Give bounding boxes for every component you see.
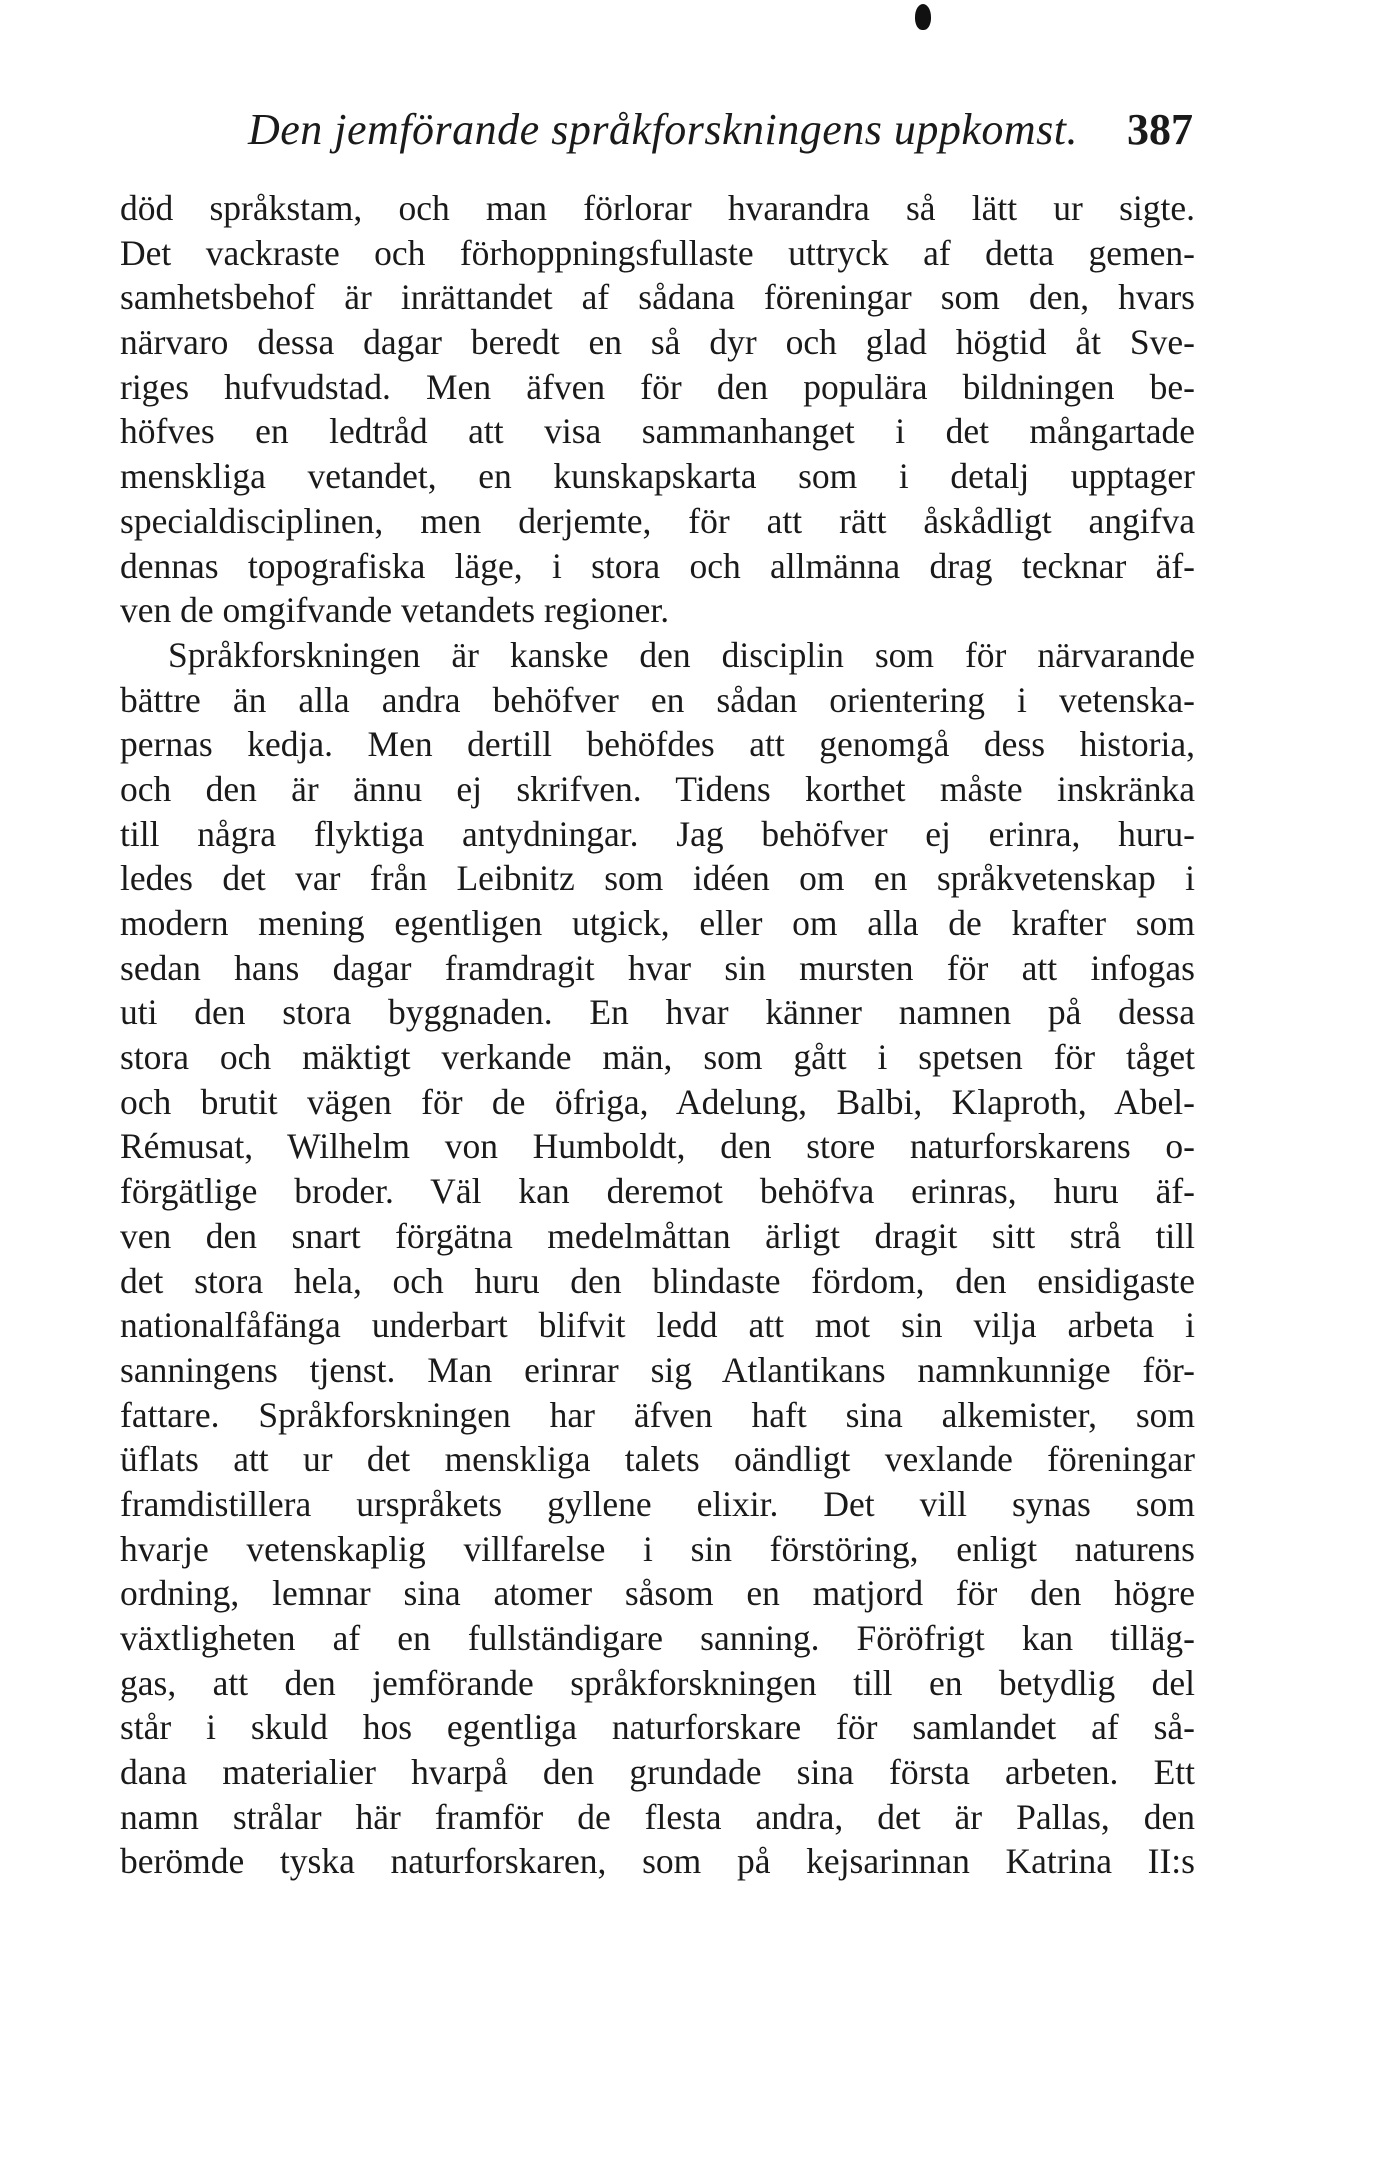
text-line: dennas topografiska läge, i stora och allmänna drag tecknar äf- <box>120 545 1195 586</box>
text-line: sedan hans dagar framdragit hvar sin mursten för att infogas <box>120 947 1195 988</box>
text-line: samhetsbehof är inrättandet af sådana föreningar som den, hvars <box>120 277 1195 318</box>
text-line: och brutit vägen för de öfriga, Adelung, Balbi, Klaproth, Abel- <box>120 1081 1195 1122</box>
text-line: ledes det var från Leibnitz som idéen om en språkvetenskap i <box>120 858 1195 899</box>
text-line: död språkstam, och man förlorar hvarandra så lätt ur sigte. <box>120 188 1195 228</box>
text-line: specialdisciplinen, men derjemte, för att rätt åskådligt angifva <box>120 500 1195 541</box>
text-line: ordning, lemnar sina atomer såsom en matjord för den högre <box>120 1573 1195 1614</box>
text-line: framdistillera urspråkets gyllene elixir. Det vill synas som <box>120 1483 1195 1524</box>
text-line: och den är ännu ej skrifven. Tidens korthet måste inskränka <box>120 768 1195 809</box>
page-number: 387 <box>1127 105 1193 154</box>
text-line: sanningens tjenst. Man erinrar sig Atlantikans namnkunnige för- <box>120 1349 1195 1390</box>
text-line: menskliga vetandet, en kunskapskarta som i detalj upptager <box>120 456 1195 497</box>
text-line: Det vackraste och förhoppningsfullaste uttryck af detta gemen- <box>120 232 1195 273</box>
text-line: modern mening egentligen utgick, eller om alla de krafter som <box>120 903 1195 943</box>
text-line: berömde tyska naturforskaren, som på kejsarinnan Katrina II:s <box>120 1841 1195 1882</box>
text-line: växtligheten af en fullständigare sanning. Föröfrigt kan tilläg- <box>120 1618 1195 1658</box>
text-line: Språkforskningen är kanske den disciplin som för närvarande <box>168 634 1195 675</box>
text-line: Rémusat, Wilhelm von Humboldt, den store naturforskarens o- <box>120 1126 1195 1167</box>
text-line: till några flyktiga antydningar. Jag behöfver ej erinra, huru- <box>120 813 1195 854</box>
text-line: hvarje vetenskaplig villfarelse i sin förstöring, enligt naturens <box>120 1528 1195 1569</box>
text-line: det stora hela, och huru den blindaste fördom, den ensidigaste <box>120 1260 1195 1301</box>
text-line: ven de omgifvande vetandets regioner. <box>120 590 670 631</box>
text-line: står i skuld hos egentliga naturforskare för samlandet af så- <box>120 1707 1195 1748</box>
text-line: gas, att den jemförande språkforskningen till en betydlig del <box>120 1662 1195 1703</box>
text-line: dana materialier hvarpå den grundade sina första arbeten. Ett <box>120 1752 1195 1793</box>
text-line: riges hufvudstad. Men äfven för den populära bildningen be- <box>120 366 1195 407</box>
text-line: förgätlige broder. Väl kan deremot behöfva erinras, huru äf- <box>120 1171 1195 1212</box>
text-line: nationalfåfänga underbart blifvit ledd att mot sin vilja arbeta i <box>120 1305 1195 1346</box>
text-line: stora och mäktigt verkande män, som gått i spetsen för tåget <box>120 1037 1195 1078</box>
text-line: namn strålar här framför de flesta andra, det är Pallas, den <box>120 1796 1195 1837</box>
text-line: üflats att ur det menskliga talets oändligt vexlande föreningar <box>120 1439 1195 1480</box>
text-line: närvaro dessa dagar beredt en så dyr och glad högtid åt Sve- <box>120 322 1195 363</box>
text-line: bättre än alla andra behöfver en sådan orientering i vetenska- <box>120 679 1195 720</box>
text-line: ven den snart förgätna medelmåttan ärligt dragit sitt strå till <box>120 1215 1195 1256</box>
text-line: fattare. Språkforskningen har äfven haft sina alkemister, som <box>120 1394 1195 1435</box>
running-title: Den jemförande språkforskningens uppkomst. <box>248 105 1079 154</box>
page-header <box>120 104 1205 164</box>
ink-blot-mark <box>915 4 931 30</box>
text-line: pernas kedja. Men dertill behöfdes att genomgå dess historia, <box>120 724 1195 765</box>
text-line: höfves en ledtråd att visa sammanhanget i det mångartade <box>120 411 1195 452</box>
body-text <box>120 186 1195 1884</box>
text-line: uti den stora byggnaden. En hvar känner namnen på dessa <box>120 992 1195 1033</box>
